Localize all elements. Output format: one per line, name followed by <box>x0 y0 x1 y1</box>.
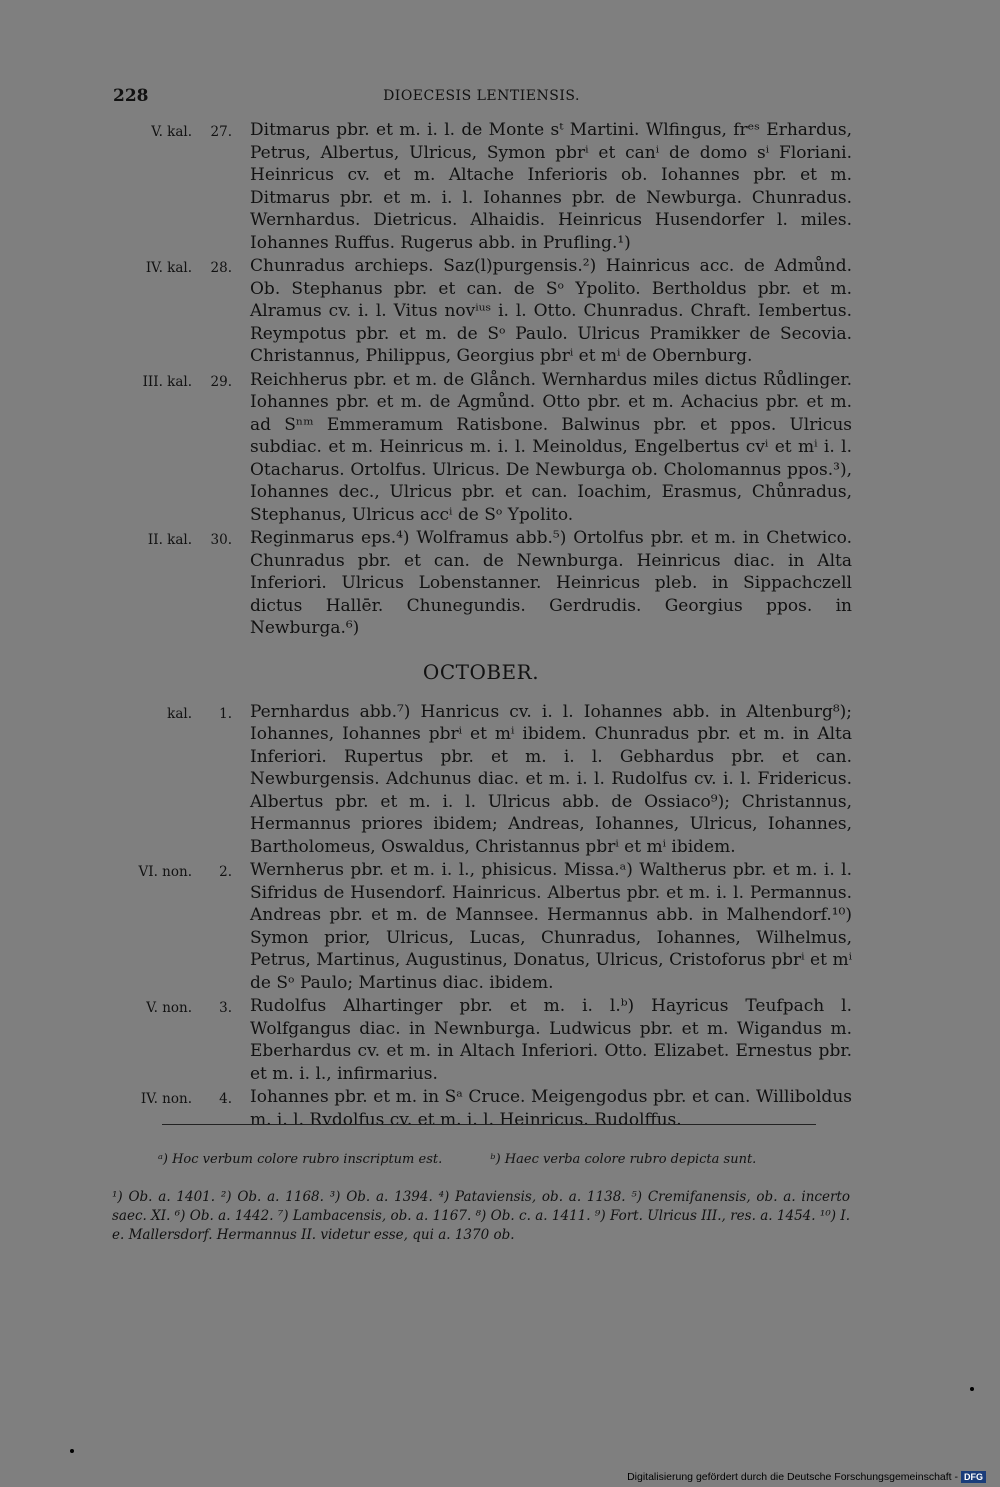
entry-number: 27. <box>210 124 232 140</box>
entry-text: Ditmarus pbr. et m. i. l. de Monte sᵗ Martini. Wlfingus, frᵉˢ Erhardus, Petrus, Albertus, Ulricus, Symon pbrⁱ et canⁱ de domo sⁱ Floriani. Heinricus cv. et m. Altache Inferioris ob. Iohannes pbr. et m. Ditmarus pbr. et m. i. l. Iohannes pbr. de Newburga. Chunradus. Wernhardus. Dietricus. Alhaidis. Heinricus Husendorfer l. miles. Iohannes Ruffus. Rugerus abb. in Prufling.¹) <box>250 120 852 253</box>
entry-day: VI. non. <box>138 864 192 880</box>
entry-text: Reichherus pbr. et m. de Glånch. Wernhardus miles dictus Růdlinger. Iohannes pbr. et m. de Agmůnd. Otto pbr. et m. Achacius pbr. et m. ad Sⁿᵐ Emmeramum Ratisbone. Balwinus pbr. et ppos. Ulricus subdiac. et m. Heinricus m. i. l. Meinoldus, Engelbertus cvⁱ et mⁱ i. l. Otacharus. Ortolfus. Ulricus. De Newburga ob. Cholomannus ppos.³), Iohannes dec., Ulricus pbr. et can. Ioachim, Erasmus, Chůnradus, Stephanus, Ulricus accⁱ de Sᵒ Ypolito. <box>250 369 852 525</box>
digitization-notice <box>627 1471 986 1483</box>
entry-text: Chunradus archieps. Saz(l)purgensis.²) Hainricus acc. de Admůnd. Ob. Stephanus pbr. et can. de Sᵒ Ypolito. Bertholdus pbr. et m. Alramus cv. i. l. Vitus novⁱᵘˢ i. l. Otto. Chunradus. Chraft. Iembertus. Reympotus pbr. et m. de Sᵒ Paulo. Ulricus Pramikker de Secovia. Christannus, Philippus, Georgius pbrⁱ et mⁱ de Obernburg. <box>250 256 852 366</box>
entry-day: IV. kal. <box>145 260 192 276</box>
running-title: DIOECESIS LENTIENSIS. <box>383 88 580 104</box>
entry-number: 29. <box>210 373 232 390</box>
calendar-entry <box>110 995 852 1085</box>
entry-text: Pernhardus abb.⁷) Hanricus cv. i. l. Iohannes abb. in Altenburg⁸); Iohannes, Iohannes pbrⁱ et mⁱ ibidem. Chunradus pbr. et m. in Alta Inferiori. Rupertus pbr. et m. i. l. Gebhardus pbr. et can. Newburgensis. Adchunus diac. et m. i. l. Rudolfus cv. i. l. Fridericus. Albertus pbr. et m. i. l. Ulricus abb. de Ossiaco⁹); Christannus, Hermannus priores ibidem; Andreas, Iohannes, Ulricus, Iohannes, Bartholomeus, Oswaldus, Christannus pbrⁱ et mⁱ ibidem. <box>250 701 852 857</box>
calendar-entry <box>110 527 852 640</box>
dfg-logo: DFG <box>961 1471 986 1483</box>
digitization-text: Digitalisierung gefördert durch die Deutsche Forschungsgemeinschaft - <box>627 1471 958 1483</box>
month-heading: OCTOBER. <box>422 659 540 684</box>
page-header <box>113 86 850 108</box>
page-number: 228 <box>113 86 149 106</box>
calendar-entry <box>110 701 852 859</box>
calendar-entry <box>110 119 852 254</box>
entry-number: 3. <box>219 1000 232 1016</box>
entry-day: V. kal. <box>151 124 192 140</box>
footnote-divider <box>162 1124 816 1125</box>
september-list <box>110 119 852 640</box>
entry-day: IV. non. <box>140 1091 192 1107</box>
entry-text: Wernherus pbr. et m. i. l., phisicus. Missa.ᵃ) Waltherus pbr. et m. i. l. Sifridus de Husendorf. Hainricus. Albertus pbr. et m. i. l. Permannus. Andreas pbr. et m. de Mannsee. Hermannus abb. in Malhendorf.¹⁰) Symon prior, Ulricus, Lucas, Chunradus, Iohannes, Wilhelmus, Petrus, Martinus, Augustinus, Donatus, Ulricus, Cristoforus pbrⁱ et mⁱ de Sᵒ Paulo; Martinus diac. ibidem. <box>250 860 852 993</box>
entry-number: 30. <box>210 532 232 548</box>
calendar-entry <box>110 255 852 368</box>
entry-text: Iohannes pbr. et m. in Sᵃ Cruce. Meigengodus pbr. et can. Williboldus m. i. l. Rvdolfus cv. et m. i. l. Heinricus. Rudolffus. <box>250 1087 852 1130</box>
entry-day: kal. <box>167 705 192 722</box>
calendar-entries <box>110 119 852 1132</box>
entry-day: II. kal. <box>147 532 192 548</box>
numbered-footnotes: ¹) Ob. a. 1401. ²) Ob. a. 1168. ³) Ob. a. 1394. ⁴) Pataviensis, ob. a. 1138. ⁵) Cremifanensis, ob. a. incerto saec. XI. ⁶) Ob. a. 1442. ⁷) Lambacensis, ob. a. 1167. ⁸) Ob. c. a. 1411. ⁹) Fort. Ulricus III., res. a. 1454. ¹⁰) I. e. Mallersdorf. Hermannus II. videtur esse, qui a. 1370 ob. <box>112 1189 850 1243</box>
calendar-entry <box>110 859 852 994</box>
speck-mark <box>70 1449 74 1453</box>
entry-number: 28. <box>210 260 232 276</box>
entry-day: III. kal. <box>142 373 192 390</box>
entry-text: Rudolfus Alhartinger pbr. et m. i. l.ᵇ) Hayricus Teufpach l. Wolfgangus diac. in Newnburga. Ludwicus pbr. et m. Wigandus m. Eberhardus cv. et m. in Altach Inferiori. Otto. Elizabet. Ernestus pbr. et m. i. l., infirmarius. <box>250 996 852 1084</box>
entry-number: 1. <box>219 705 232 722</box>
speck-mark <box>970 1387 974 1391</box>
entry-text: Reginmarus eps.⁴) Wolframus abb.⁵) Ortolfus pbr. et m. in Chetwico. Chunradus pbr. et can. de Newnburga. Heinricus diac. in Alta Inferiori. Ulricus Lobenstanner. Heinricus pleb. in Sippachczell dictus Hallēr. Chunegundis. Gerdrudis. Georgius ppos. in Newburga.⁶) <box>250 528 852 638</box>
october-list <box>110 701 852 1132</box>
footnote-a: ᵃ) Hoc verbum colore rubro inscriptum est. <box>158 1152 443 1167</box>
calendar-entry <box>110 369 852 527</box>
entry-day: V. non. <box>146 1000 192 1016</box>
entry-number: 2. <box>219 864 232 880</box>
letter-footnotes <box>158 1152 848 1167</box>
footnote-b: ᵇ) Haec verba colore rubro depicta sunt. <box>490 1152 757 1167</box>
entry-number: 4. <box>219 1091 232 1107</box>
